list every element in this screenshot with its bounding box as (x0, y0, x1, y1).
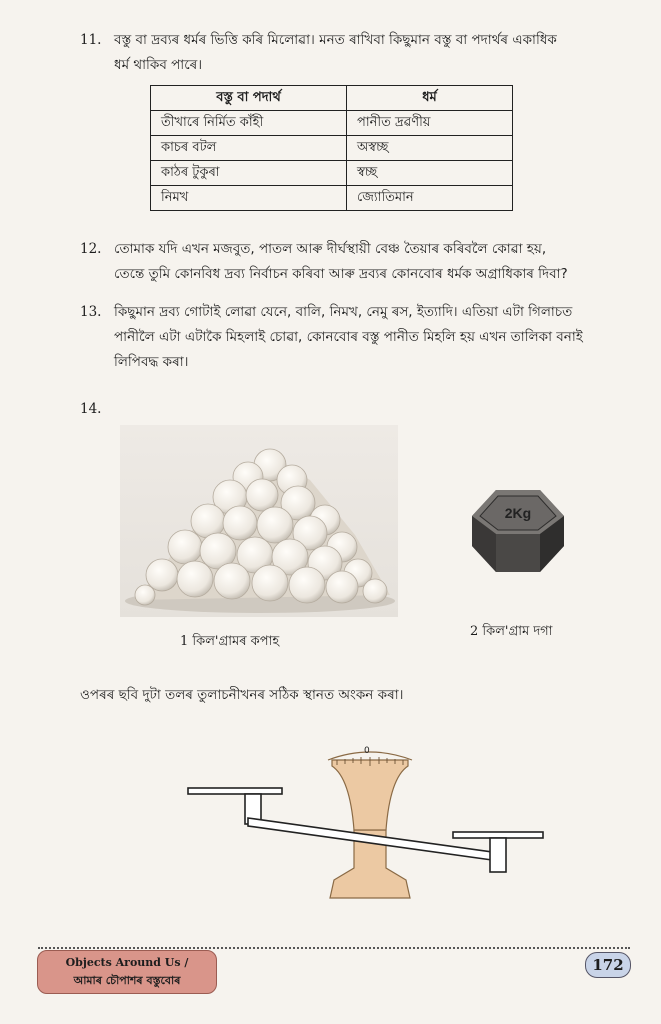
table-header-cell: ধৰ্ম (347, 86, 513, 111)
footer-divider (38, 947, 630, 949)
question-number: 12. (80, 241, 102, 257)
question-number: 13. (80, 304, 102, 320)
table-row (151, 161, 513, 186)
question-text-line: তেন্তে তুমি কোনবিধ দ্ৰব্য নিৰ্বাচন কৰিবা আৰু দ্ৰব্যৰ কোনবোৰ ধৰ্মক অগ্ৰাধিকাৰ দিবা? (114, 266, 568, 282)
question-text-line: লিপিবদ্ধ কৰা। (114, 354, 189, 370)
table-cell: জ্যোতিমান (347, 186, 513, 211)
scale-zero-mark: 0 (364, 746, 370, 756)
chapter-tab (37, 950, 217, 994)
question-14-instruction (80, 683, 620, 708)
question-text-line: কিছুমান দ্ৰব্য গোটাই লোৱা যেনে, বালি, নিমখ, নেমু ৰস, ইত্যাদি। এতিয়া এটা গিলাচত (114, 304, 573, 320)
question-text-line: পানীলৈ এটা এটাকৈ মিহলাই চোৱা, কোনবোৰ বস্তু পানীত মিহলি হয় এখন তালিকা বনাই (114, 329, 583, 345)
table-cell: স্বচ্ছ (347, 161, 513, 186)
table-row (151, 111, 513, 136)
question-11 (80, 28, 620, 78)
weight-label: 2Kg (504, 505, 532, 521)
table-cell: অস্বচ্ছ (347, 136, 513, 161)
question-number: 11. (80, 32, 102, 48)
table-header-row (151, 86, 513, 111)
balance-scale (180, 748, 550, 908)
table-row (151, 136, 513, 161)
matching-table (150, 85, 513, 211)
left-pan (188, 788, 282, 794)
table-cell: নিমখ (151, 186, 347, 211)
page-number: 172 (585, 952, 631, 978)
scale-column (332, 760, 408, 830)
cotton-caption: 1 কিল'গ্ৰামৰ কপাহ (180, 634, 280, 649)
table-cell: কাঠৰ টুকুৰা (151, 161, 347, 186)
chapter-title-as: আমাৰ চৌপাশৰ বস্তুবোৰ (73, 974, 181, 987)
table-cell: তীখাৰে নিৰ্মিত কাঁহী (151, 111, 347, 136)
weight-2kg-image (468, 482, 568, 578)
question-13 (80, 300, 620, 375)
question-number: 14. (80, 401, 102, 417)
question-text-line: ধৰ্ম থাকিব পাৰে। (114, 57, 203, 73)
question-text-line: তোমাক যদি এখন মজবুত, পাতল আৰু দীৰ্ঘস্থায়ী বেঞ্চ তৈয়াৰ কৰিবলৈ কোৱা হয়, (114, 241, 547, 257)
question-12 (80, 237, 620, 287)
table-row (151, 186, 513, 211)
weight-caption: 2 কিল'গ্ৰাম দগা (470, 624, 553, 639)
cotton-pile-image (120, 425, 398, 617)
instruction-text: ওপৰৰ ছবি দুটা তলৰ তুলাচনীখনৰ সঠিক স্থানত অংকন কৰা। (80, 687, 404, 703)
question-text-line: বস্তু বা দ্ৰব্যৰ ধৰ্মৰ ভিত্তি কৰি মিলোৱা। মনত ৰাখিবা কিছুমান বস্তু বা পদাৰ্থৰ একাধিক (114, 32, 557, 48)
table-cell: পানীত দ্ৰৱণীয় (347, 111, 513, 136)
right-pan (453, 832, 543, 838)
chapter-title-en: Objects Around Us / (65, 956, 189, 969)
table-cell: কাচৰ বটল (151, 136, 347, 161)
table-header-cell: বস্তু বা পদাৰ্থ (151, 86, 347, 111)
